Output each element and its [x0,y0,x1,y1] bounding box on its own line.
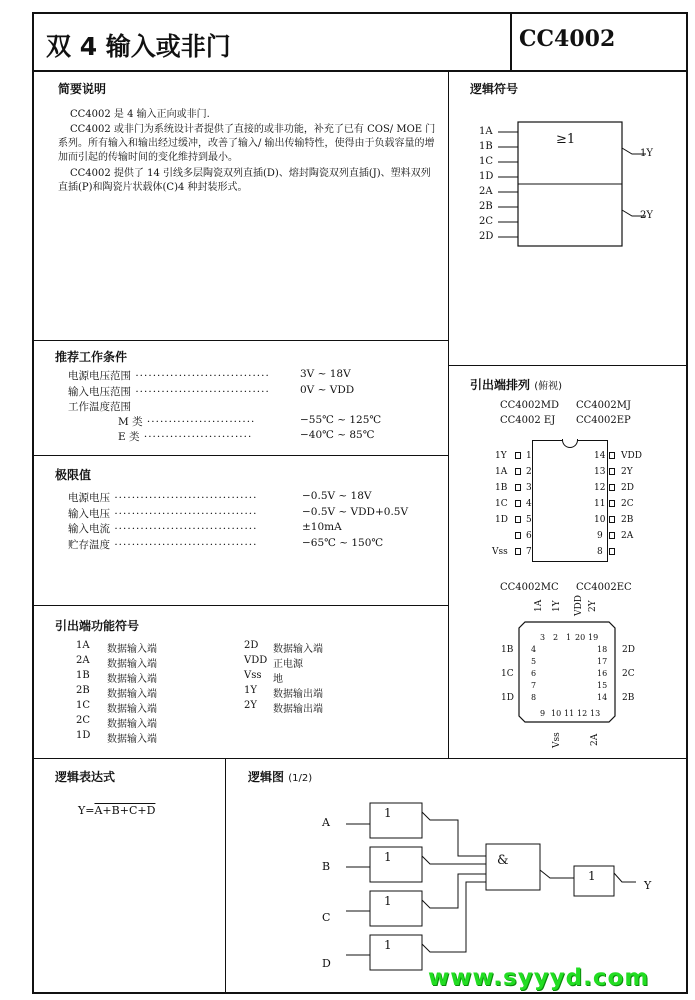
logic-in-1a: 1A [479,126,493,137]
recommended-row: 输入电压范围 ······························· [68,386,270,398]
limits-row: 电源电压 ································· [68,492,258,504]
summary-paragraph-3: CC4002 提供了 14 引线多层陶瓷双列直插(D)、熔封陶瓷双列直插(J)、塑料双列直插(P)和陶瓷片状载体(C)4 种封装形式。 [58,168,431,193]
logic-symbol-heading: 逻辑符号 [470,82,519,96]
diagram-input-d: D [322,957,331,970]
logic-in-1d: 1D [479,171,494,182]
limits-row: 输入电流 ································· [68,523,258,535]
dip-pin-box [609,468,615,475]
summary-heading: 简要说明 [58,82,107,96]
diagram-note: (1/2) [288,773,313,784]
pinout-title: 引出端排列 [470,378,531,392]
logic-gate-label: ≥1 [556,132,576,147]
dip-pin-box [515,452,521,459]
buffer-c [370,891,422,926]
frame-left [32,12,34,994]
lcc-top-num: 1 [566,633,572,642]
limits-value: ±10mA [302,521,342,533]
lcc-bottom-num: 12 [577,709,588,718]
frame-bottom [32,992,687,994]
fn-pin: 2Y [244,700,257,711]
row-label: 电源电压 [68,492,110,504]
and-gate-label: & [497,853,509,868]
limits-value: −65℃ ~ 150℃ [302,537,384,549]
lcc-left-num: 5 [531,657,537,666]
row-label: 输入电流 [68,523,110,535]
dip-package-name: CC4002MJ [576,400,631,411]
fn-desc: 数据输入端 [107,659,157,670]
recommended-divider [32,455,449,456]
dip-pin-box [515,516,521,523]
pinout-heading [470,376,562,393]
fn-desc: 数据输入端 [107,734,157,745]
fn-pin: 2B [76,685,90,696]
functions-heading: 引出端功能符号 [55,619,140,633]
fn-pin: 1C [76,700,91,711]
dip-pin-name: 1Y [495,451,507,461]
bottom-divider [32,758,687,759]
logic-in-1c: 1C [479,156,494,167]
dip-pin-box [515,484,521,491]
dip-pin-num: 5 [526,515,532,525]
dip-pin-num: 7 [526,547,532,557]
diagram-input-a: A [322,816,330,829]
row-label: 贮存温度 [68,539,110,551]
summary-paragraph-2: CC4002 或非门为系统设计者提供了直接的或非功能，补充了已有 COS/ MOE 门系列。所有输入和输出经过缓冲，改善了输入/ 输出传输特性，使得由于负载容量的增加而引起的传输时间的变化维持到最小。 [58,124,436,163]
dip-pin-num: 13 [594,467,606,477]
dip-pin-box [515,532,521,539]
fn-desc: 数据输出端 [273,689,323,700]
lcc-package-name: CC4002MC [500,582,559,593]
dip-pin-num: 11 [594,499,606,509]
dip-package-name: CC4002 EJ [500,415,556,426]
buffer-d-label: 1 [384,938,392,952]
dip-pin-box [609,484,615,491]
expression-rhs: A+B+C+D [94,804,156,817]
lcc-top-num: 3 [540,633,546,642]
recommended-value: 0V ~ VDD [300,384,355,396]
dip-pin-box [609,516,615,523]
lcc-bottom-num: 13 [590,709,601,718]
lcc-top-label: 1Y [552,600,562,612]
lcc-left-name: 1D [501,693,514,703]
lcc-left-num: 4 [531,645,537,654]
dip-pin-num: 12 [594,483,606,493]
header-divider [32,70,687,72]
fn-pin: Vss [244,670,262,681]
recommended-value: −55℃ ~ 125℃ [300,414,382,426]
dip-pin-num: 9 [597,531,603,541]
lcc-right-name: 2B [622,693,635,703]
dip-pin-num: 6 [526,531,532,541]
lcc-left-name: 1B [501,645,514,655]
logic-expression [78,804,155,817]
lcc-left-name: 1C [501,669,514,679]
dip-pin-name: 2A [621,531,634,541]
lcc-right-num: 17 [597,657,608,666]
logic-in-2a: 2A [479,186,493,197]
limits-value: −0.5V ~ 18V [302,490,372,502]
row-label: E 类 [118,431,140,443]
frame-right [686,12,688,994]
fn-pin: 2D [244,640,259,651]
dip-pin-box [609,500,615,507]
dip-pin-name: Vss [492,547,508,557]
fn-pin: 2C [76,715,91,726]
summary-paragraph-1: CC4002 是 4 输入正向或非门. [70,109,210,120]
fn-desc: 数据输入端 [107,704,157,715]
fn-desc: 正电源 [273,659,303,670]
buffer-d [370,935,422,970]
row-label: 工作温度范围 [68,401,131,413]
lcc-right-num: 18 [597,645,608,654]
recommended-value: 3V ~ 18V [300,368,351,380]
main-vsep [448,72,449,758]
logic-in-2c: 2C [479,216,494,227]
lcc-top-num: 19 [588,633,599,642]
pinout-note: (俯视) [534,381,563,392]
limits-value: −0.5V ~ VDD+0.5V [302,506,409,518]
dip-pin-box [515,468,521,475]
logic-in-2d: 2D [479,231,494,242]
dip-pin-name: 1A [495,467,508,477]
lcc-top-num: 20 [575,633,586,642]
dip-pin-box [609,548,615,555]
buffer-c-label: 1 [384,894,392,908]
logic-diagram [226,790,686,990]
diagram-title: 逻辑图 [248,770,285,784]
recommended-value: −40℃ ~ 85℃ [300,429,375,441]
expression-heading: 逻辑表达式 [55,770,116,784]
dip-pin-box [515,500,521,507]
dip-pin-num: 14 [594,451,606,461]
recommended-heading: 推荐工作条件 [55,350,128,364]
fn-desc: 数据输入端 [107,689,157,700]
recommended-row [68,399,131,414]
lcc-left-num: 7 [531,681,537,690]
logic-symbol-divider [449,365,687,366]
fn-pin: 1D [76,730,91,741]
row-label: 输入电压 [68,508,110,520]
page-title: 双 4 输入或非门 [46,32,231,61]
part-number: CC4002 [519,26,616,52]
lcc-right-num: 14 [597,693,608,702]
row-label: M 类 [118,416,143,428]
limits-heading: 极限值 [55,468,92,482]
dip-pin-box [609,532,615,539]
logic-out-2y: 2Y [640,210,653,221]
and-gate [486,844,540,890]
dip-package-name: CC4002EP [576,415,631,426]
fn-pin: VDD [244,655,268,666]
dip-pin-num: 8 [597,547,603,557]
fn-desc: 数据输入端 [107,719,157,730]
lcc-top-num: 2 [553,633,559,642]
recommended-row: M 类 ························· [118,416,256,428]
fn-pin: 1Y [244,685,257,696]
dip-pin-num: 2 [526,467,532,477]
lcc-right-name: 2D [622,645,635,655]
lcc-bottom-num: 11 [564,709,575,718]
fn-desc: 数据输入端 [107,644,157,655]
dip-pin-num: 10 [594,515,606,525]
lcc-bottom-label: Vss [552,732,562,748]
row-label: 输入电压范围 [68,386,131,398]
dip-pin-name: 1B [495,483,508,493]
dip-pin-name: 2B [621,515,634,525]
diagram-heading [248,768,312,785]
lcc-left-num: 6 [531,669,537,678]
dip-pin-num: 4 [526,499,532,509]
site-watermark: www.syyyd.com [428,965,650,991]
fn-desc: 数据输入端 [273,644,323,655]
lcc-left-num: 8 [531,693,537,702]
logic-in-2b: 2B [479,201,493,212]
fn-pin: 1B [76,670,90,681]
lcc-right-name: 2C [622,669,635,679]
dip-package-name: CC4002MD [500,400,560,411]
lcc-bottom-num: 10 [551,709,562,718]
diagram-input-c: C [322,911,331,924]
lcc-bottom-num: 9 [540,709,546,718]
diagram-output-y: Y [644,879,652,892]
fn-desc: 数据输出端 [273,704,323,715]
fn-desc: 数据输入端 [107,674,157,685]
dip-pin-name: 1C [495,499,508,509]
limits-row: 贮存温度 ································· [68,539,258,551]
lcc-top-label: 1A [534,599,544,612]
diagram-input-b: B [322,860,331,873]
buffer-b [370,847,422,882]
lcc-right-num: 15 [597,681,608,690]
lcc-top-label: 2Y [588,600,598,612]
header-vsep [510,12,512,72]
dip-pin-num: 1 [526,451,532,461]
row-label: 电源电压范围 [68,370,131,382]
frame-top [32,12,687,14]
lcc-right-num: 16 [597,669,608,678]
buffer-b-label: 1 [384,850,392,864]
fn-desc: 地 [273,674,283,685]
lcc-package-name: CC4002EC [576,582,632,593]
limits-divider [32,605,449,606]
fn-pin: 1A [76,640,90,651]
dip-pin-box [515,548,521,555]
lcc-top-label: VDD [574,595,584,616]
dip-pin-name: 2D [621,483,634,493]
dip-pin-box [609,452,615,459]
buffer-a [370,803,422,838]
summary-divider [32,340,449,341]
buffer-a-label: 1 [384,806,392,820]
expression-lhs: Y= [78,804,95,817]
dip-pin-num: 3 [526,483,532,493]
dip-pin-name: 1D [495,515,508,525]
dip-pin-name: 2Y [621,467,633,477]
limits-row: 输入电压 ································· [68,508,258,520]
recommended-row: 电源电压范围 ······························· [68,370,270,382]
logic-out-1y: 1Y [640,148,653,159]
logic-in-1b: 1B [479,141,493,152]
dip-pin-name: 2C [621,499,634,509]
lcc-bottom-label: 2A [590,733,600,746]
output-gate-label: 1 [588,869,596,883]
recommended-row: E 类 ························· [118,431,253,443]
dip-pin-name: VDD [621,451,642,461]
fn-pin: 2A [76,655,90,666]
